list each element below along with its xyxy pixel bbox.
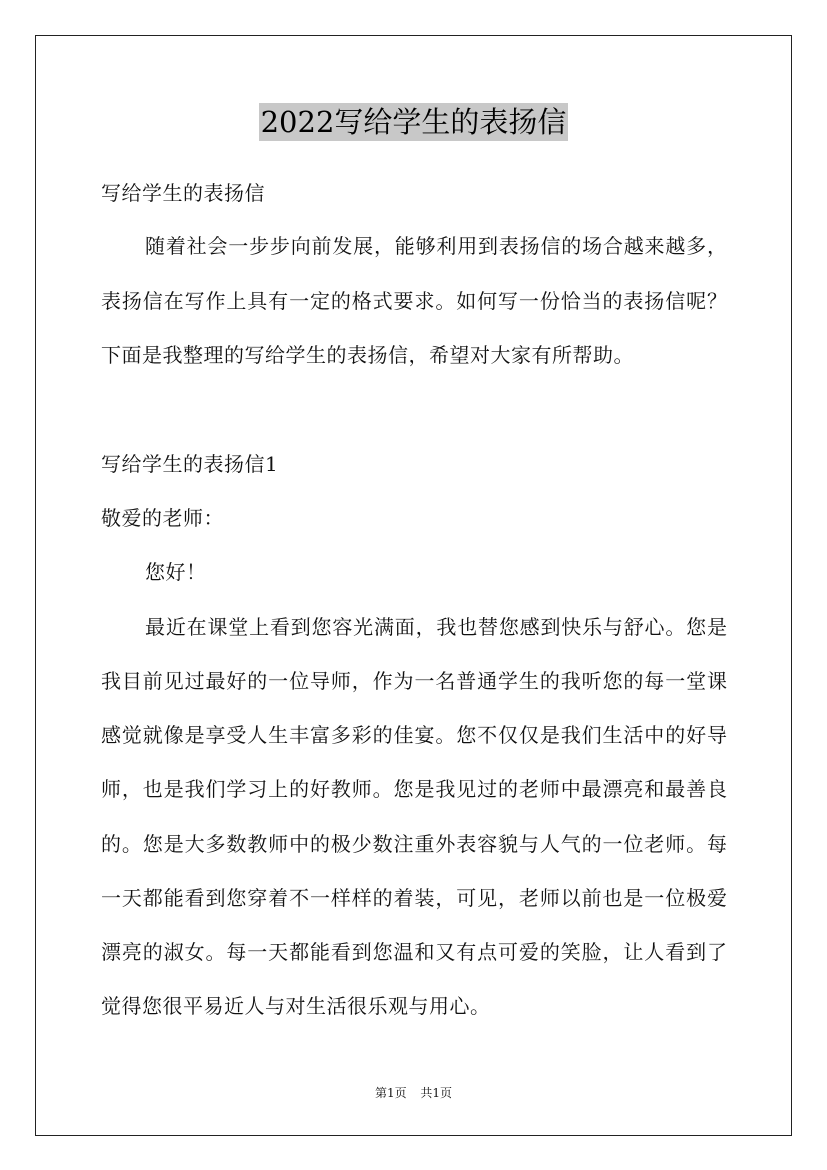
page-footer bbox=[35, 1085, 792, 1101]
letter-heading: 写给学生的表扬信1 bbox=[101, 452, 279, 476]
page-current-label: 第1页 bbox=[374, 1086, 407, 1100]
body-line: 的。您是大多数教师中的极少数注重外表容貌与人气的一位老师。每 bbox=[101, 832, 727, 856]
salutation: 敬爱的老师： bbox=[101, 506, 224, 530]
intro-line: 下面是我整理的写给学生的表扬信，希望对大家有所帮助。 bbox=[101, 343, 634, 367]
greeting: 您好！ bbox=[145, 560, 207, 584]
title-container bbox=[35, 103, 792, 141]
body-line: 最近在课堂上看到您容光满面，我也替您感到快乐与舒心。您是 bbox=[145, 615, 727, 639]
intro-heading: 写给学生的表扬信 bbox=[101, 181, 265, 205]
body-line: 一天都能看到您穿着不一样样的着装，可见，老师以前也是一位极爱 bbox=[101, 886, 727, 910]
page-total-label: 共1页 bbox=[420, 1086, 453, 1100]
body-line: 觉得您很平易近人与对生活很乐观与用心。 bbox=[101, 994, 491, 1018]
intro-line: 随着社会一步步向前发展，能够利用到表扬信的场合越来越多， bbox=[145, 234, 727, 258]
body-line: 我目前见过最好的一位导师，作为一名普通学生的我听您的每一堂课 bbox=[101, 669, 727, 693]
body-line: 感觉就像是享受人生丰富多彩的佳宴。您不仅仅是我们生活中的好导 bbox=[101, 723, 727, 747]
body-line: 师，也是我们学习上的好教师。您是我见过的老师中最漂亮和最善良 bbox=[101, 777, 727, 801]
body-line: 漂亮的淑女。每一天都能看到您温和又有点可爱的笑脸，让人看到了 bbox=[101, 940, 727, 964]
document-title: 2022写给学生的表扬信 bbox=[260, 105, 567, 139]
intro-line: 表扬信在写作上具有一定的格式要求。如何写一份恰当的表扬信呢？ bbox=[101, 289, 727, 313]
